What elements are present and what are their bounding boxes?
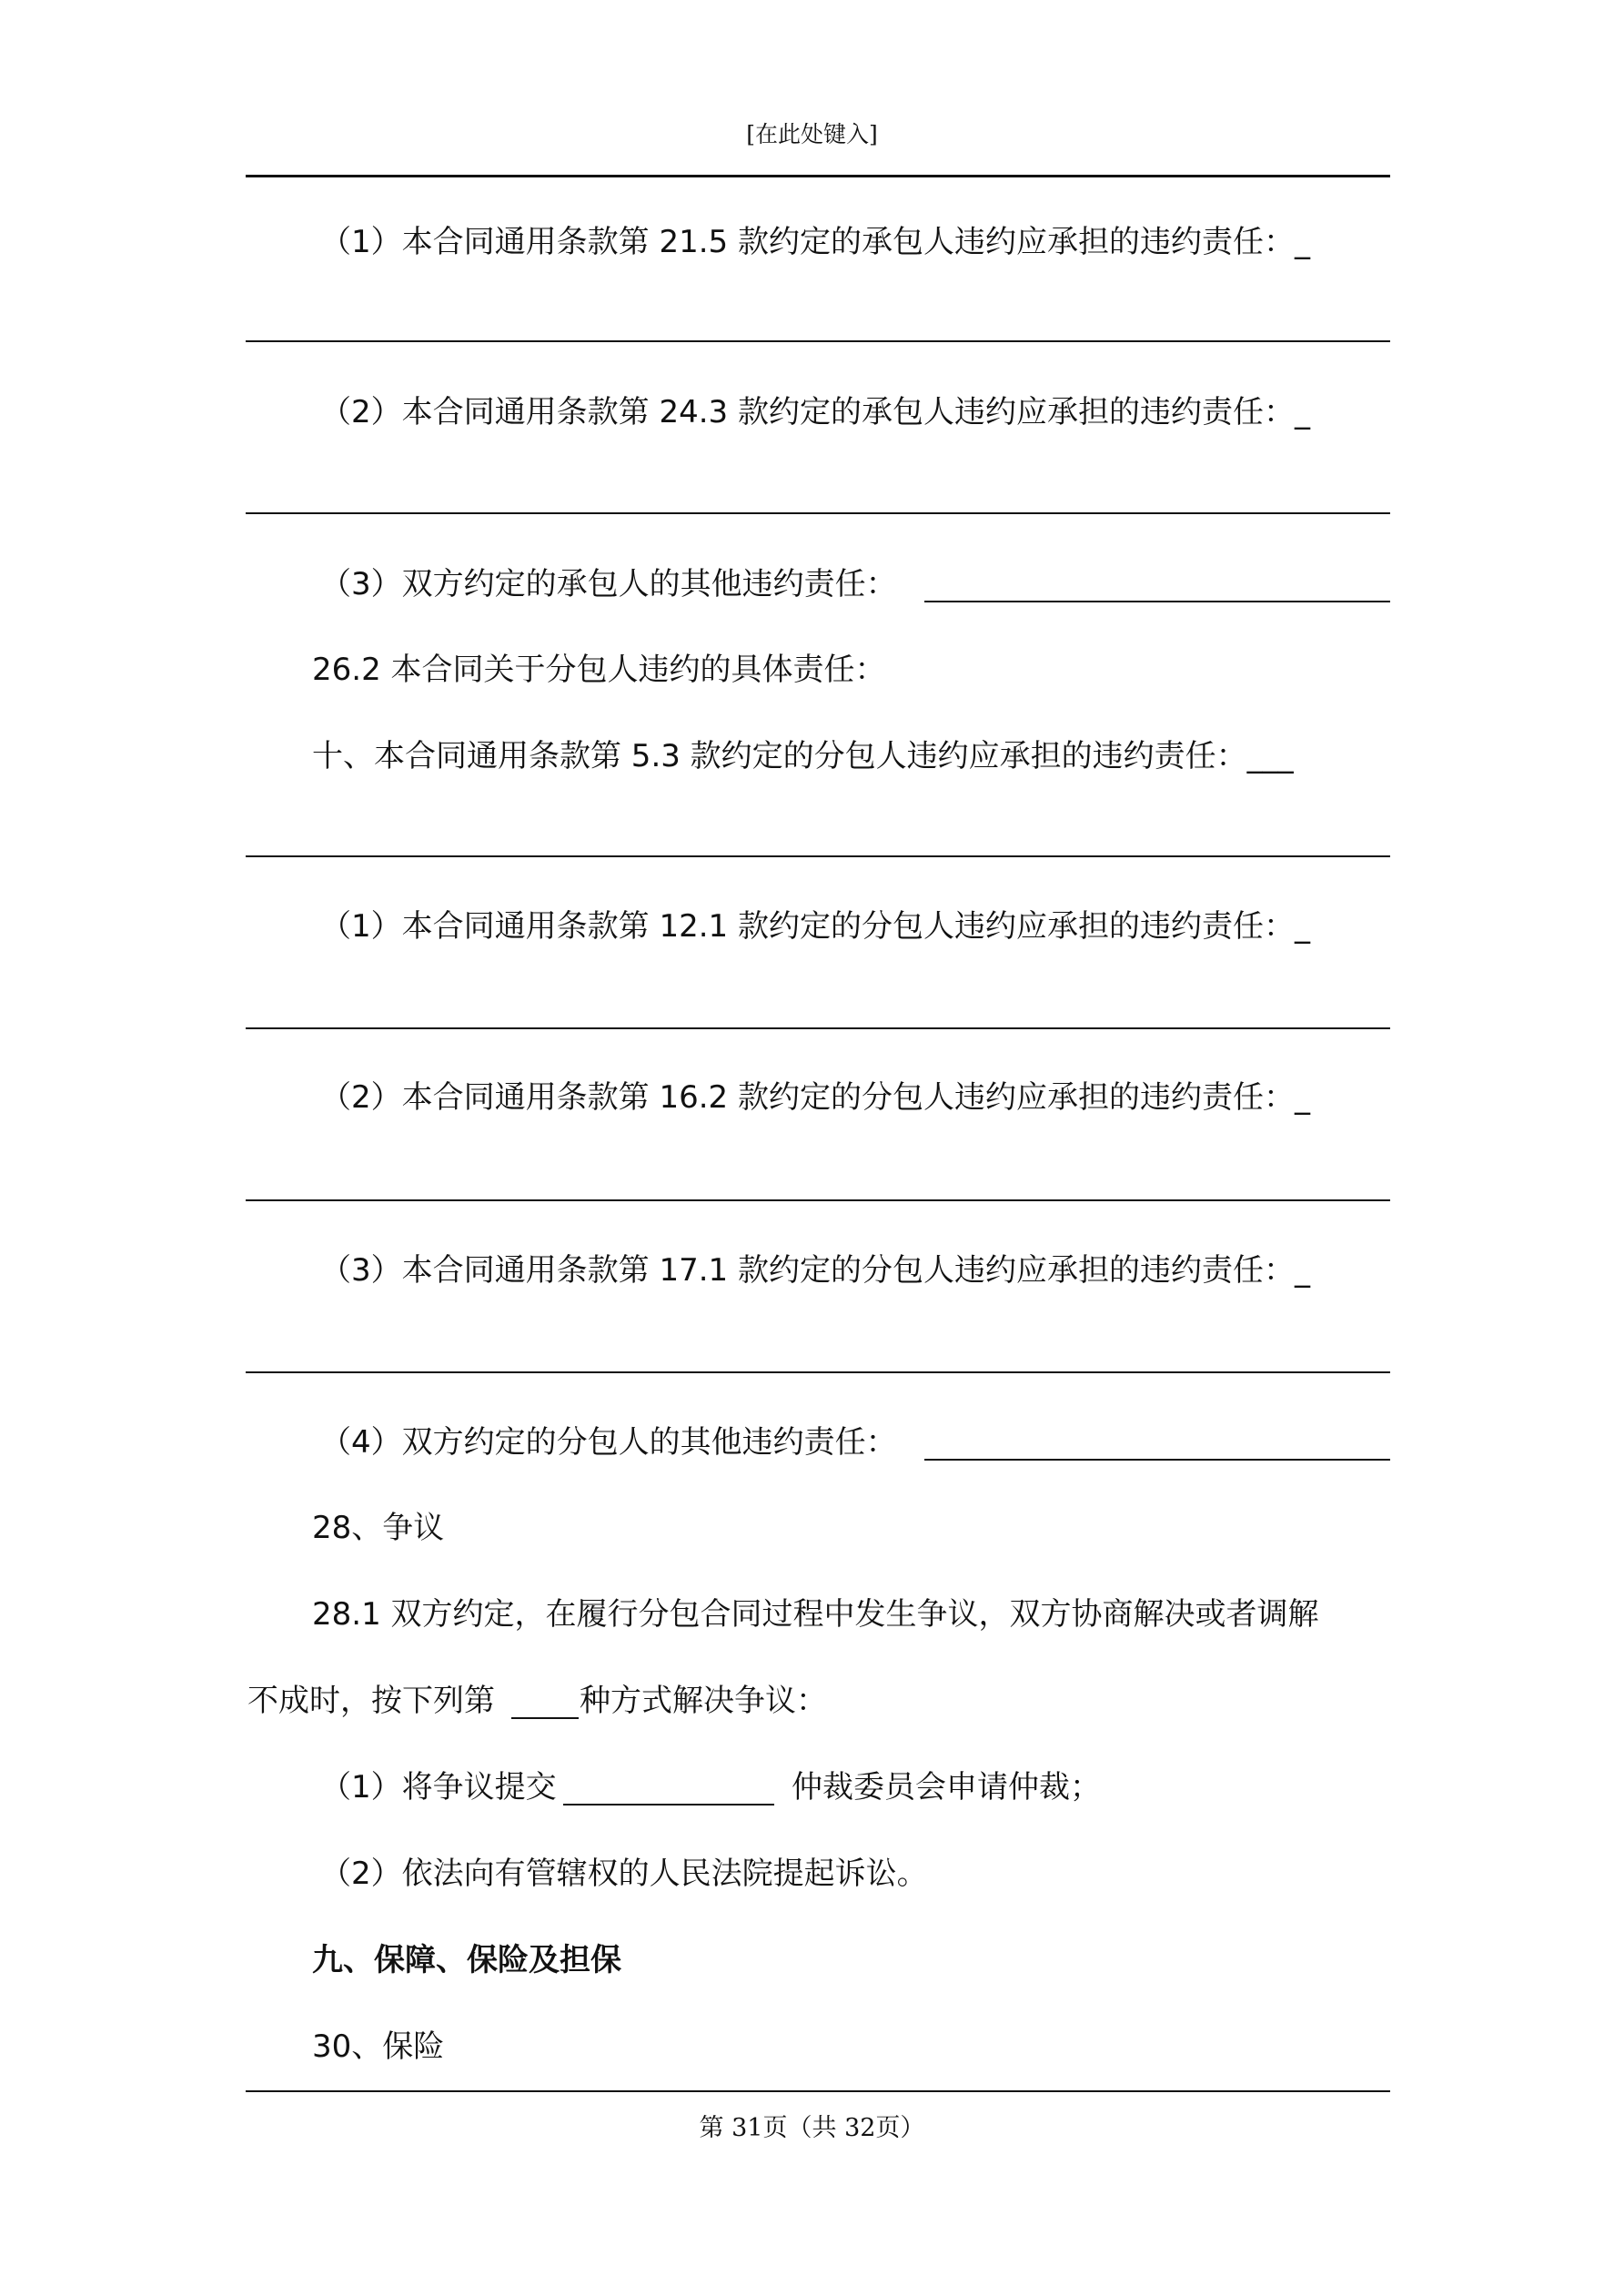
fill-line-7	[246, 1371, 1390, 1373]
option-2: （2）依法向有管辖权的人民法院提起诉讼。	[320, 1856, 928, 1892]
arbitration-commission-blank	[563, 1804, 774, 1805]
fill-line-4	[246, 855, 1390, 857]
clause-28-1-line2b: 种方式解决争议：	[580, 1683, 827, 1719]
chapter-9-heading: 九、保障、保险及担保	[312, 1942, 621, 1978]
footer-rule	[246, 2090, 1390, 2092]
fill-line-8	[924, 1459, 1390, 1461]
fill-line-5	[246, 1027, 1390, 1029]
subcontractor-item-3: （3）本合同通用条款第 17.1 款约定的分包人违约应承担的违约责任：_	[320, 1252, 1310, 1289]
subcontractor-item-1: （1）本合同通用条款第 12.1 款约定的分包人违约应承担的违约责任：_	[320, 908, 1310, 945]
clause-28-1-line2a: 不成时，按下列第	[247, 1683, 495, 1719]
clause-28-1-line1: 28.1 双方约定，在履行分包合同过程中发生争议，双方协商解决或者调解	[312, 1596, 1319, 1633]
fill-line-6	[246, 1199, 1390, 1201]
subcontractor-item-2: （2）本合同通用条款第 16.2 款约定的分包人违约应承担的违约责任：_	[320, 1079, 1310, 1116]
subcontractor-item-4: （4）双方约定的分包人的其他违约责任：	[320, 1424, 897, 1461]
page-footer: 第 31页（共 32页）	[699, 2114, 925, 2142]
fill-line-1	[246, 340, 1390, 342]
contractor-item-1: （1）本合同通用条款第 21.5 款约定的承包人违约应承担的违约责任：_	[320, 224, 1310, 260]
fill-line-3	[924, 601, 1390, 602]
item-ten: 十、本合同通用条款第 5.3 款约定的分包人违约应承担的违约责任：___	[312, 738, 1294, 774]
section-28: 28、争议	[312, 1510, 445, 1546]
contractor-item-2: （2）本合同通用条款第 24.3 款约定的承包人违约应承担的违约责任：_	[320, 394, 1310, 430]
contractor-item-3: （3）双方约定的承包人的其他违约责任：	[320, 566, 897, 602]
header-rule	[246, 175, 1390, 177]
clause-26-2: 26.2 本合同关于分包人违约的具体责任：	[312, 652, 886, 688]
method-number-blank	[511, 1717, 579, 1719]
page-header: [在此处键入]	[746, 121, 878, 147]
option-1b: 仲裁委员会申请仲裁；	[792, 1769, 1101, 1805]
section-30: 30、保险	[312, 2028, 445, 2065]
option-1a: （1）将争议提交	[320, 1769, 557, 1805]
fill-line-2	[246, 512, 1390, 514]
